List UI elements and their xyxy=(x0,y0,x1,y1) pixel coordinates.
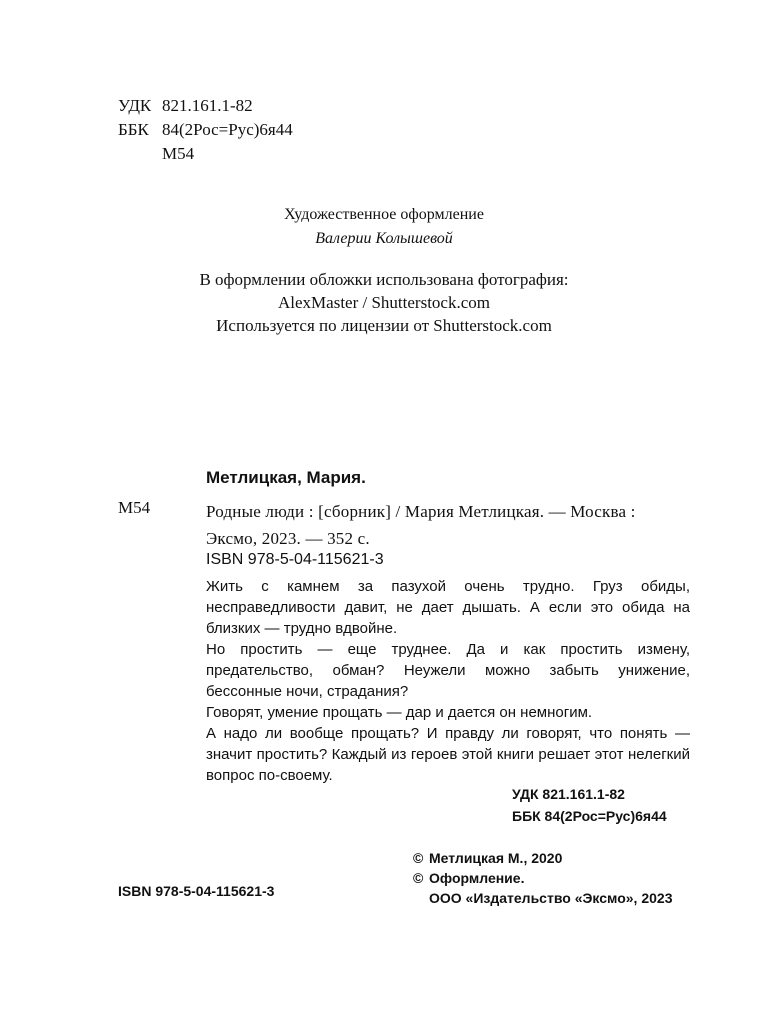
bbk-label: ББК xyxy=(118,120,149,139)
copyright-icon: © xyxy=(413,870,424,886)
copyright-row xyxy=(413,848,672,868)
bottom-classification xyxy=(512,783,667,827)
classification-codes xyxy=(118,94,293,166)
copyright-block xyxy=(413,848,672,908)
catalog-author-mark: М54 xyxy=(118,498,151,517)
catalog-isbn: ISBN 978-5-04-115621-3 xyxy=(206,551,384,568)
copyright-design: Оформление. xyxy=(429,870,525,886)
design-credit-label: Художественное оформление xyxy=(284,206,484,223)
catalog-title-entry: Родные люди : [сборник] / Мария Метлицкая. — Москва : Эксмо, 2023. — 352 с. xyxy=(206,502,636,548)
copyright-row xyxy=(413,868,672,888)
catalog-author: Метлицкая, Мария. xyxy=(206,468,366,487)
isbn-bottom: ISBN 978-5-04-115621-3 xyxy=(118,883,275,899)
annotation-paragraph: Говорят, умение прощать — дар и дается он немногим. xyxy=(206,704,593,721)
copyright-row xyxy=(413,888,672,908)
author-mark: М54 xyxy=(162,144,195,163)
udk-label: УДК xyxy=(118,96,152,115)
photo-credit-line: В оформлении обложки использована фотография: xyxy=(199,270,569,289)
photo-credit-source: AlexMaster / Shutterstock.com xyxy=(278,293,490,312)
udk-value: 821.161.1-82 xyxy=(162,96,253,115)
udk-row xyxy=(118,94,293,118)
photo-credit xyxy=(0,268,768,337)
bottom-udk: УДК 821.161.1-82 xyxy=(512,786,625,802)
bbk-value: 84(2Рос=Рус)6я44 xyxy=(162,120,293,139)
copyright-icon: © xyxy=(413,850,424,866)
annotation-paragraph: А надо ли вообще прощать? И правду ли говорят, что понять — значит простить? Каждый из героев этой книги решает этот нелегкий вопрос по-своему. xyxy=(206,725,690,784)
copyright-publisher: ООО «Издательство «Эксмо», 2023 xyxy=(429,890,673,906)
annotation xyxy=(206,576,690,786)
photo-credit-license: Используется по лицензии от Shutterstock.com xyxy=(216,316,552,335)
designer-name: Валерии Колышевой xyxy=(315,230,453,247)
bbk-row xyxy=(118,118,293,142)
bottom-bbk: ББК 84(2Рос=Рус)6я44 xyxy=(512,808,667,824)
annotation-paragraph: Но простить — еще труднее. Да и как простить измену, предательство, обман? Неужели можно забыть унижение, бессонные ночи, страдания? xyxy=(206,641,690,700)
annotation-paragraph: Жить с камнем за пазухой очень трудно. Груз обиды, несправедливости давит, не дает дышать. А если это обида на близких — трудно вдвойне. xyxy=(206,578,690,637)
copyright-author: Метлицкая М., 2020 xyxy=(429,850,563,866)
design-credit xyxy=(0,203,768,251)
